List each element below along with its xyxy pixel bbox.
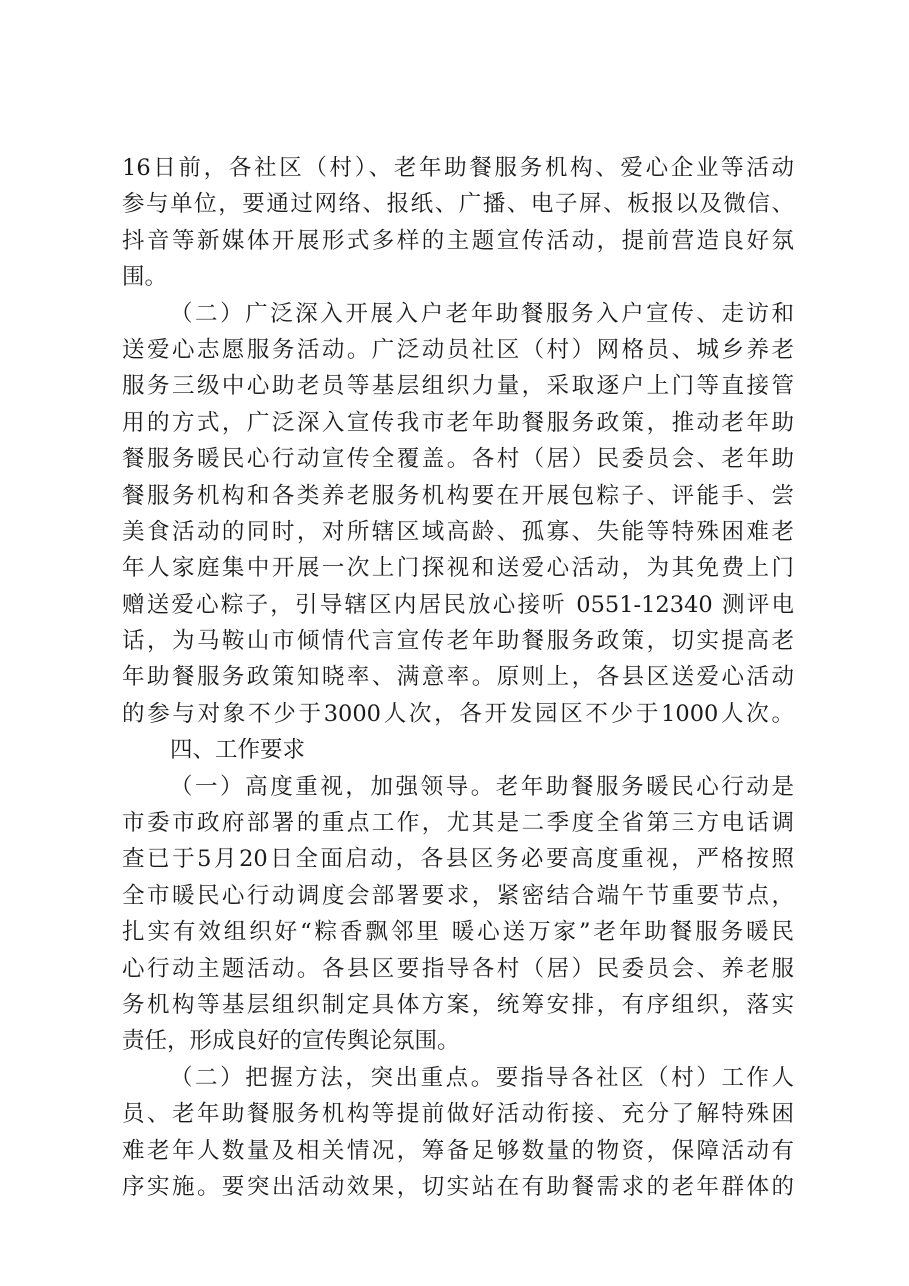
text-line: 年助餐服务政策知晓率、满意率。原则上，各县区送爱心活动	[122, 664, 794, 691]
text-line: 用的方式，广泛深入宣传我市老年助餐服务政策，推动老年助	[122, 409, 794, 436]
text-line: 美食活动的同时，对所辖区域高龄、孤寡、失能等特殊困难老	[122, 518, 794, 545]
document-body	[122, 150, 794, 1205]
text-line: 务机构等基层组织制定具体方案，统筹安排，有序组织，落实	[122, 991, 794, 1018]
text-line: （二）把握方法，突出重点。要指导各社区（村）工作人	[170, 1064, 794, 1091]
text-line: 抖音等新媒体开展形式多样的主题宣传活动，提前营造良好氛	[122, 227, 794, 254]
text-line: 四、工作要求	[170, 737, 306, 764]
text-line: 心行动主题活动。各县区要指导各村（居）民委员会、养老服	[122, 955, 794, 982]
text-line: 的参与对象不少于3000人次，各开发园区不少于1000人次。	[122, 700, 794, 727]
text-line: 餐服务机构和各类养老服务机构要在开展包粽子、评能手、尝	[122, 482, 794, 509]
text-line: 围。	[122, 264, 168, 291]
text-line: （二）广泛深入开展入户老年助餐服务入户宣传、走访和	[170, 300, 794, 327]
text-line: 查已于5月20日全面启动，各县区务必要高度重视，严格按照	[122, 846, 794, 873]
text-line: 赠送爱心粽子，引导辖区内居民放心接听 0551-12340 测评电	[122, 591, 794, 618]
text-line: 市委市政府部署的重点工作，尤其是二季度全省第三方电话调	[122, 810, 794, 837]
text-line: 年人家庭集中开展一次上门探视和送爱心活动，为其免费上门	[122, 555, 794, 582]
text-line: 话，为马鞍山市倾情代言宣传老年助餐服务政策，切实提高老	[122, 628, 794, 655]
text-line: 全市暖民心行动调度会部署要求，紧密结合端午节重要节点，	[122, 882, 794, 909]
text-line: 参与单位，要通过网络、报纸、广播、电子屏、板报以及微信、	[122, 191, 794, 218]
text-line: 16日前，各社区（村）、老年助餐服务机构、爱心企业等活动	[122, 155, 794, 181]
text-line: 服务三级中心助老员等基层组织力量，采取逐户上门等直接管	[122, 373, 794, 400]
text-line: 责任，形成良好的宣传舆论氛围。	[122, 1028, 460, 1055]
text-line: 员、老年助餐服务机构等提前做好活动衔接、充分了解特殊困	[122, 1101, 794, 1128]
text-line: 餐服务暖民心行动宣传全覆盖。各村（居）民委员会、老年助	[122, 446, 794, 473]
text-line: 序实施。要突出活动效果，切实站在有助餐需求的老年群体的	[122, 1173, 794, 1200]
text-line: 送爱心志愿服务活动。广泛动员社区（村）网格员、城乡养老	[122, 336, 794, 363]
text-line: （一）高度重视，加强领导。老年助餐服务暖民心行动是	[170, 773, 794, 800]
text-line: 扎实有效组织好“粽香飘邻里 暖心送万家”老年助餐服务暖民	[122, 919, 794, 946]
text-line: 难老年人数量及相关情况，筹备足够数量的物资，保障活动有	[122, 1137, 794, 1164]
